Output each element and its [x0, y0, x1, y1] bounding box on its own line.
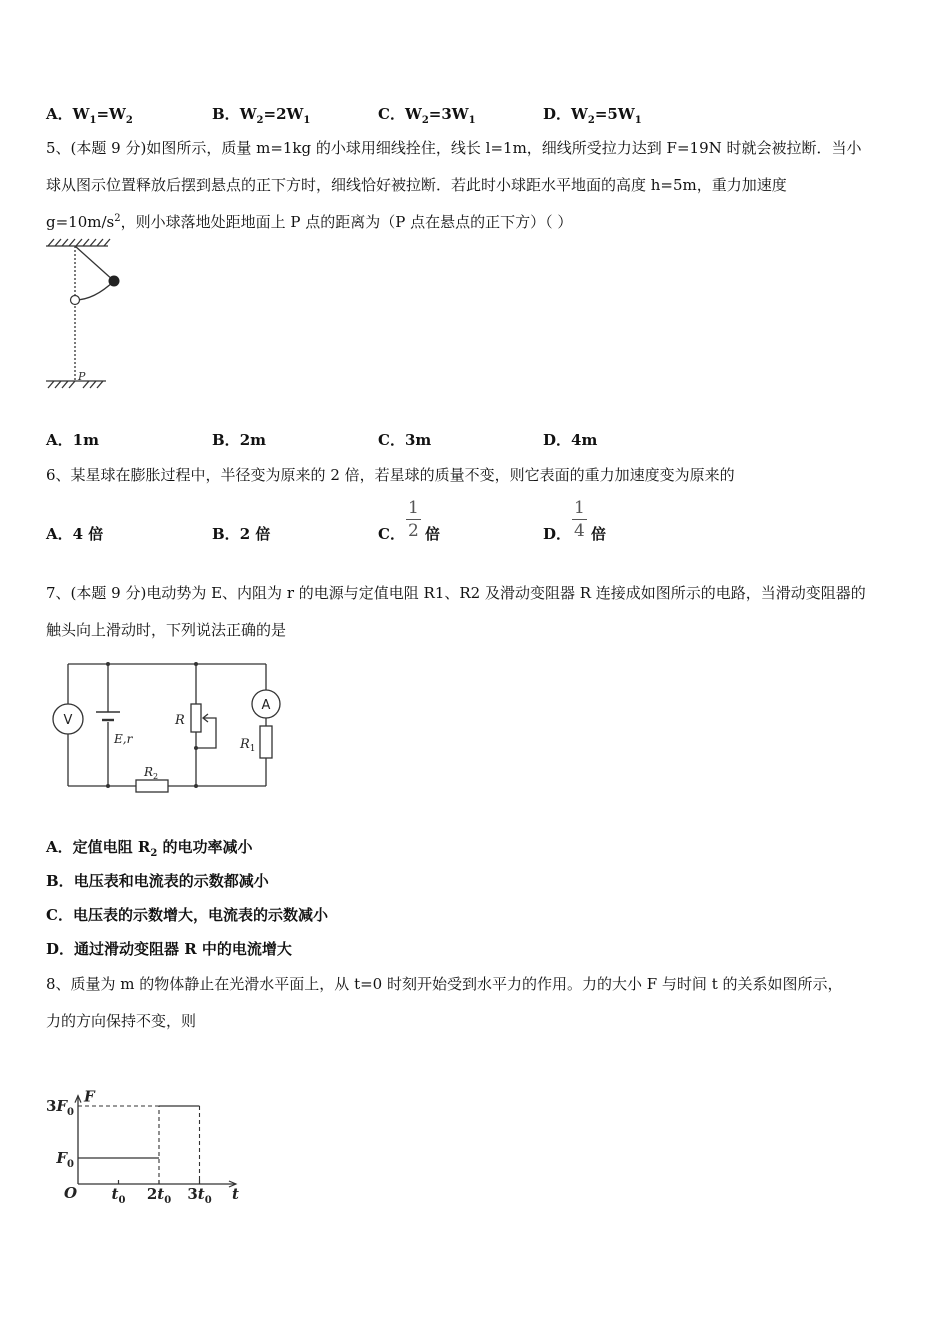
option-letter: A．: [46, 431, 73, 449]
q4-option-b: [212, 103, 310, 126]
rheostat-label: R: [175, 713, 185, 728]
option-letter: B．: [212, 431, 240, 449]
option-letter: C．: [378, 525, 405, 543]
q6-option-d: [543, 523, 571, 544]
option-text: 4 倍: [72, 525, 104, 543]
source-label: E,r: [114, 732, 133, 746]
option-text: 3m: [404, 431, 432, 449]
option-letter: A．: [46, 838, 73, 856]
q5-line-3: [46, 211, 572, 232]
fraction-denominator: 4: [574, 521, 585, 541]
q7-option-c: [46, 904, 328, 925]
option-text: $W_2=2W_1$: [239, 105, 311, 126]
junction-dot: [106, 784, 110, 788]
junction-dot: [194, 784, 198, 788]
ball-icon: [109, 276, 120, 287]
r2-label: $R_2$: [144, 765, 159, 781]
rheostat-slider-wire: [196, 718, 216, 748]
q5-line-3-sup: 2: [114, 213, 121, 224]
q6-option-b: [212, 523, 270, 544]
option-text: $W_1=W_2$: [72, 105, 133, 126]
q6-c-fraction: [406, 497, 421, 542]
option-text: 电压表和电流表的示数都减小: [73, 872, 269, 890]
r1-label: $R_1$: [240, 737, 256, 754]
x-axis-label: t: [231, 1185, 239, 1203]
y-tick-label: $F_0$: [56, 1149, 74, 1170]
x-tick-label: $2t_0$: [146, 1185, 172, 1206]
option-letter: A．: [46, 525, 73, 543]
ball-lowest-position: [71, 296, 80, 305]
q8-line-1: 8、质量为 m 的物体静止在光滑水平面上，从 t=0 时刻开始受到水平力的作用。力的大小 F 与时间 t 的关系如图所示，: [46, 975, 843, 993]
junction-dot: [194, 662, 198, 666]
option-letter: D．: [543, 431, 572, 449]
option-letter: D．: [543, 105, 572, 123]
q5-option-d: [543, 429, 597, 450]
ammeter-label: A: [261, 698, 271, 713]
q5-line-3a: g=10m/s: [46, 213, 115, 231]
pendulum-figure: [44, 238, 124, 398]
origin-label: O: [64, 1184, 78, 1202]
q5-line-1: 5、(本题 9 分)如图所示，质量 m=1kg 的小球用细线拴住，线长 l=1m，细线所受拉力达到 F=19N 时就会被拉断．当小: [46, 139, 862, 157]
option-text: 通过滑动变阻器 R 中的电流增大: [74, 940, 292, 958]
point-p-label: P: [78, 370, 86, 383]
q5-line-2: 球从图示位置释放后摆到悬点的正下方时，细线恰好被拉断．若此时小球距水平地面的高度 h=5m，重力加速度: [46, 176, 787, 194]
fraction-numerator: 1: [574, 498, 585, 518]
option-letter: C．: [378, 105, 405, 123]
fraction-numerator: 1: [408, 498, 419, 518]
ceiling-hatch: [48, 239, 110, 246]
option-letter: B．: [212, 525, 240, 543]
option-letter: D．: [543, 525, 572, 543]
ground-hatch: [48, 381, 103, 388]
q6-line-1: 6、某星球在膨胀过程中，半径变为原来的 2 倍，若星球的质量不变，则它表面的重力加速度变为原来的: [46, 466, 735, 484]
q4-option-d: [543, 103, 642, 126]
q5-option-b: [212, 429, 266, 450]
option-text: 2m: [239, 431, 266, 449]
q6-d-fraction: [572, 497, 587, 542]
fraction-denominator: 2: [408, 521, 419, 541]
q4-option-c: [378, 103, 476, 126]
option-letter: C．: [46, 906, 73, 924]
option-text: 2 倍: [239, 525, 271, 543]
option-text: 定值电阻 $R_2$ 的电功率减小: [72, 838, 253, 859]
option-text: $W_2=3W_1$: [404, 105, 476, 126]
q6-option-c: [378, 523, 405, 544]
option-text: 4m: [571, 431, 598, 449]
r2-body: [136, 780, 168, 792]
y-axis-label: F: [84, 1087, 95, 1106]
option-letter: B．: [46, 872, 74, 890]
q7-line-1: 7、(本题 9 分)电动势为 E、内阻为 r 的电源与定值电阻 R1、R2 及滑动变阻器 R 连接成如图所示的电路，当滑动变阻器的: [46, 584, 866, 602]
option-letter: A．: [46, 105, 73, 123]
q6-c-suffix: 倍: [425, 525, 441, 543]
q7-option-a: [46, 836, 253, 859]
q5-option-a: [46, 429, 99, 450]
junction-dot: [194, 746, 198, 750]
option-letter: C．: [378, 431, 405, 449]
r1-body: [260, 726, 272, 758]
string-line: [75, 246, 114, 281]
q7-option-d: [46, 938, 292, 959]
x-tick-label: $3t_0$: [187, 1185, 212, 1206]
circuit-diagram: [50, 656, 290, 796]
option-text: 1m: [72, 431, 99, 449]
q6-option-a: [46, 523, 103, 544]
q6-d-suffix: 倍: [591, 525, 607, 543]
rheostat-body: [191, 704, 201, 732]
option-text: 电压表的示数增大，电流表的示数减小: [72, 906, 328, 924]
q5-option-c: [378, 429, 431, 450]
q7-option-b: [46, 870, 269, 891]
q4-option-a: [46, 103, 133, 126]
option-letter: D．: [46, 940, 75, 958]
force-time-chart: [40, 1036, 260, 1211]
y-tick-label: $3F_0$: [45, 1097, 74, 1118]
x-tick-label: $t_0$: [111, 1185, 126, 1206]
option-text: $W_2=5W_1$: [571, 105, 642, 126]
junction-dot: [106, 662, 110, 666]
q5-line-3b: ，则小球落地处距地面上 P 点的距离为（P 点在悬点的正下方）（ ）: [120, 213, 573, 231]
voltmeter-label: V: [63, 713, 73, 728]
swing-arc: [75, 281, 114, 300]
option-letter: B．: [212, 105, 240, 123]
q8-line-2: 力的方向保持不变，则: [46, 1012, 197, 1030]
q7-line-2: 触头向上滑动时，下列说法正确的是: [46, 621, 287, 639]
